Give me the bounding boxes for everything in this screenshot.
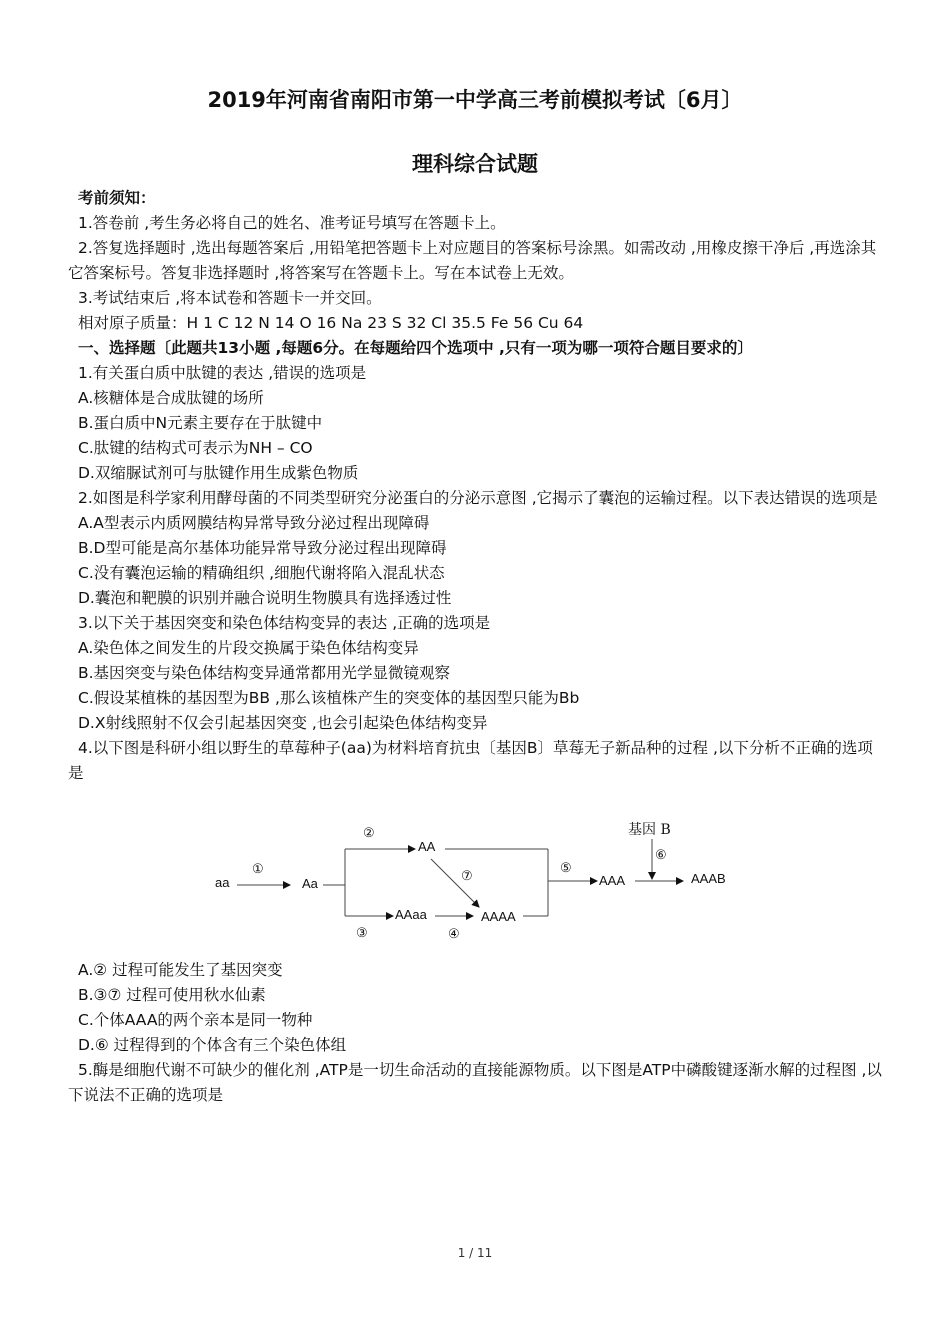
- option: B.基因突变与染色体结构变异通常都用光学显微镜观察: [78, 664, 451, 682]
- arrow-AA-AAAA: [431, 859, 479, 907]
- option: C.没有囊泡运输的精确组织 ,细胞代谢将陷入混乱状态: [78, 564, 445, 582]
- atomic-mass-line: 相对原子质量：H 1 C 12 N 14 O 16 Na 23 S 32 Cl 35.5 Fe 56 Cu 64: [78, 314, 584, 332]
- option: A.染色体之间发生的片段交换属于染色体结构变异: [78, 639, 419, 657]
- option: D.⑥ 过程得到的个体含有三个染色体组: [78, 1036, 347, 1054]
- question-stem: 4.以下图是科研小组以野生的草莓种子(aa)为材料培育抗虫〔基因B〕草莓无子新品种的过程 ,以下分析不正确的选项是: [68, 739, 873, 782]
- node-Aa: Aa: [302, 876, 318, 891]
- exam-body-continued: [68, 958, 883, 1108]
- node-aa: aa: [215, 875, 230, 890]
- option: A.② 过程可能发生了基因突变: [78, 961, 283, 979]
- step-label: ⑤: [560, 860, 572, 875]
- option: B.蛋白质中N元素主要存在于肽键中: [78, 414, 323, 432]
- node-AAaa: AAaa: [395, 907, 427, 922]
- option: C.肽键的结构式可表示为NH – CO: [78, 439, 313, 457]
- option: C.个体AAA的两个亲本是同一物种: [78, 1011, 313, 1029]
- option: D.X射线照射不仅会引起基因突变 ,也会引起染色体结构变异: [78, 714, 488, 732]
- option: C.假设某植株的基因型为BB ,那么该植株产生的突变体的基因型只能为Bb: [78, 689, 580, 707]
- question-stem: 1.有关蛋白质中肽键的表达 ,错误的选项是: [78, 364, 367, 382]
- step-label: ①: [252, 861, 264, 876]
- exam-body: [68, 186, 883, 786]
- question-stem: 5.酶是细胞代谢不可缺少的催化剂 ,ATP是一切生命活动的直接能源物质。以下图是ATP中磷酸键逐渐水解的过程图 ,以下说法不正确的选项是: [68, 1061, 882, 1104]
- node-AAAA: AAAA: [481, 909, 516, 924]
- question-stem: 2.如图是科学家利用酵母菌的不同类型研究分泌蛋白的分泌示意图 ,它揭示了囊泡的运输过程。以下表达错误的选项是: [78, 489, 878, 507]
- exam-subtitle: 理科综合试题: [412, 152, 538, 176]
- step-label: ③: [356, 925, 368, 940]
- notice-item: 2.答复选择题时 ,选出每题答案后 ,用铅笔把答题卡上对应题目的答案标号涂黑。如需改动 ,用橡皮擦干净后 ,再选涂其它答案标号。答复非选择题时 ,将答案写在答题卡上。写在本试卷上无效。: [68, 239, 877, 282]
- node-AAAB: AAAB: [691, 871, 726, 886]
- option: A.A型表示内质网膜结构异常导致分泌过程出现障碍: [78, 514, 430, 532]
- section-heading: 一、选择题〔此题共13小题 ,每题6分。在每题给四个选项中 ,只有一项为哪一项符合题目要求的〕: [78, 339, 753, 357]
- step-label: ②: [363, 825, 375, 840]
- notice-heading: 考前须知：: [78, 189, 156, 207]
- option: D.双缩脲试剂可与肽键作用生成紫色物质: [78, 464, 359, 482]
- step-label: ④: [448, 926, 460, 941]
- step-label: ⑥: [655, 847, 667, 862]
- node-AAA: AAA: [599, 873, 626, 888]
- option: A.核糖体是合成肽键的场所: [78, 389, 264, 407]
- node-geneB: 基因 B: [628, 822, 671, 838]
- breeding-diagram: [205, 815, 765, 950]
- option: D.囊泡和靶膜的识别并融合说明生物膜具有选择透过性: [78, 589, 452, 607]
- question-stem: 3.以下关于基因突变和染色体结构变异的表达 ,正确的选项是: [78, 614, 491, 632]
- option: B.D型可能是高尔基体功能异常导致分泌过程出现障碍: [78, 539, 447, 557]
- option: B.③⑦ 过程可使用秋水仙素: [78, 986, 266, 1004]
- node-AA: AA: [418, 839, 436, 854]
- notice-item: 1.答卷前 ,考生务必将自己的姓名、准考证号填写在答题卡上。: [78, 214, 506, 232]
- page-number: 1 / 11: [457, 1246, 493, 1260]
- notice-item: 3.考试结束后 ,将本试卷和答题卡一并交回。: [78, 289, 382, 307]
- step-label: ⑦: [461, 868, 473, 883]
- exam-title: 2019年河南省南阳市第一中学高三考前模拟考试〔6月〕: [207, 88, 743, 112]
